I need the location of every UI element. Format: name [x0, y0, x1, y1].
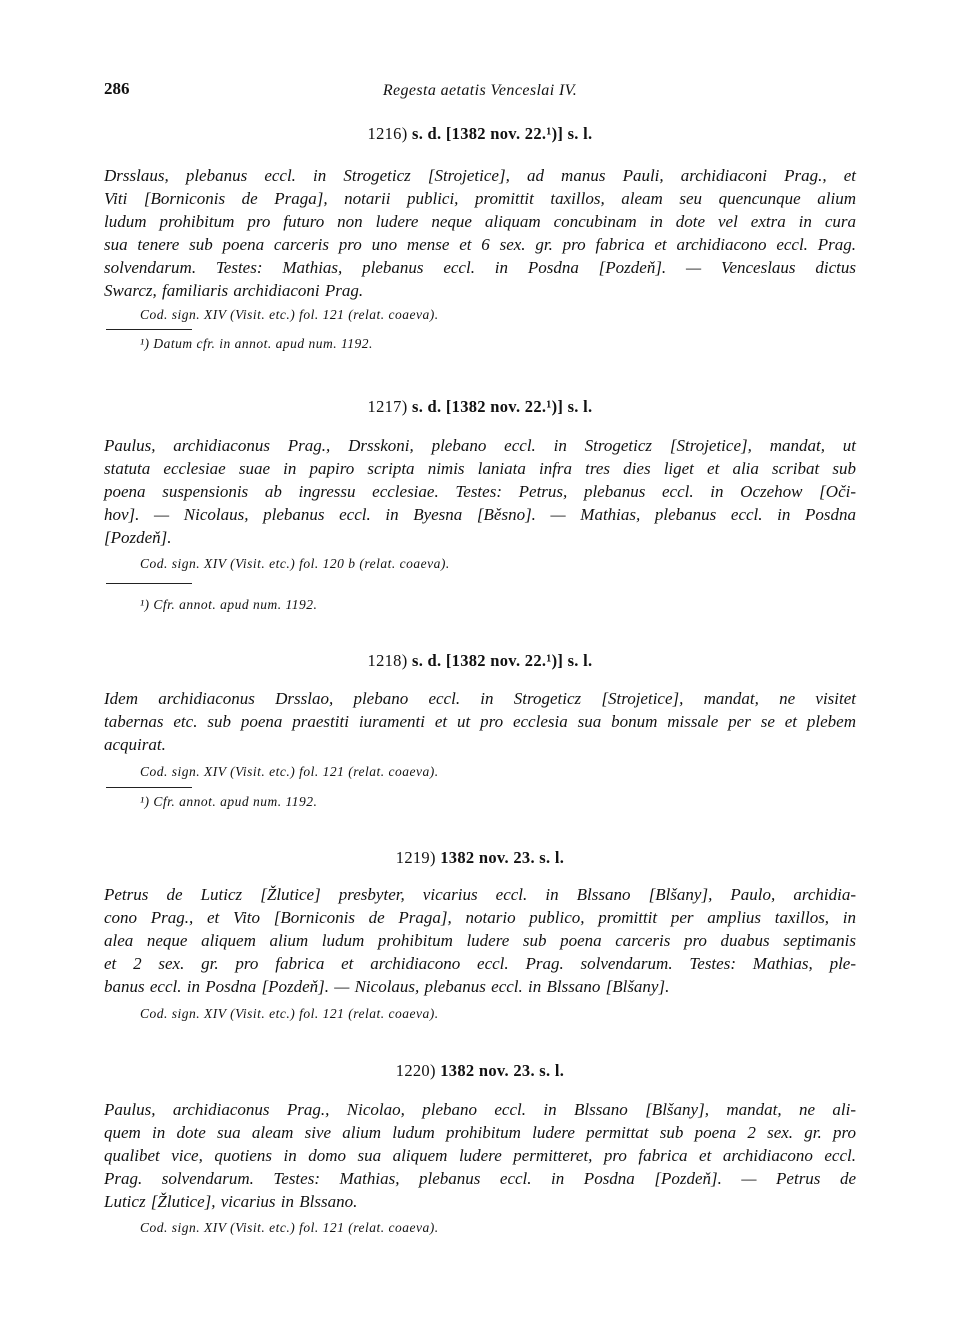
entry-number: 1217)	[367, 397, 408, 416]
footnote: ¹) Datum cfr. in annot. apud num. 1192.	[140, 336, 373, 351]
text-line: hov]. — Nicolaus, plebanus eccl. in Byesna [Běsno]. — Mathias, plebanus eccl. in Posdna	[104, 505, 856, 524]
text-line: solvendarum. Testes: Mathias, plebanus eccl. in Posdna [Pozdeň]. — Venceslaus dictus	[104, 258, 856, 277]
text-line: statuta ecclesiae suae in papiro scripta nimis laniata infra tres dies liget et alia scribat sub	[104, 459, 856, 478]
footnote-rule	[106, 583, 192, 584]
entry-text-1218	[104, 687, 856, 756]
entry-number: 1220)	[395, 1061, 436, 1080]
text-line: Petrus de Luticz [Žlutice] presbyter, vicarius eccl. in Blssano [Blšany], Paulo, archidia-	[104, 885, 856, 904]
page-number: 286	[104, 79, 130, 98]
footnote: ¹) Cfr. annot. apud num. 1192.	[140, 794, 318, 809]
text-line: cono Prag., et Vito [Borniconis de Praga], notario publico, promittit per amplius taxillos, in	[104, 908, 856, 927]
source-citation: Cod. sign. XIV (Visit. etc.) fol. 121 (relat. coaeva).	[140, 307, 439, 322]
text-line: et 2 sex. gr. pro fabrica et archidiacono eccl. Prag. solvendarum. Testes: Mathias, ple-	[104, 954, 856, 973]
entry-heading-1216	[0, 124, 960, 144]
footnote-rule	[106, 329, 192, 330]
source-citation: Cod. sign. XIV (Visit. etc.) fol. 120 b (relat. coaeva).	[140, 556, 450, 571]
entry-heading-1217	[0, 397, 960, 417]
text-line: Swarcz, familiaris archidiaconi Prag.	[104, 281, 364, 300]
text-line: Paulus, archidiaconus Prag., Nicolao, plebano eccl. in Blssano [Blšany], mandat, ne ali-	[104, 1100, 856, 1119]
entry-date: s. d. [1382 nov. 22.¹)] s. l.	[411, 651, 593, 670]
text-line: Idem archidiaconus Drsslao, plebano eccl. in Strogeticz [Strojetice], mandat, ne visitet	[104, 689, 856, 708]
entry-date: 1382 nov. 23. s. l.	[440, 1061, 565, 1080]
source-citation: Cod. sign. XIV (Visit. etc.) fol. 121 (relat. coaeva).	[140, 1006, 439, 1021]
text-line: Prag. solvendarum. Testes: Mathias, plebanus eccl. in Posdna [Pozdeň]. — Petrus de	[104, 1169, 856, 1188]
entry-heading-1220	[0, 1061, 960, 1081]
entry-number: 1216)	[367, 124, 408, 143]
entry-text-1217	[104, 434, 856, 549]
text-line: poena suspensionis ab ingressu ecclesiae. Testes: Petrus, plebanus eccl. in Oczehow [Oči-	[104, 482, 856, 501]
entry-text-1219	[104, 883, 856, 998]
text-line: tabernas etc. sub poena praestiti iuramenti et ut pro ecclesia sua bonum missale per se et plebem	[104, 712, 856, 731]
entry-date: s. d. [1382 nov. 22.¹)] s. l.	[411, 397, 593, 416]
text-line: ludum prohibitum pro futuro non ludere neque aliquam concubinam in dote vel extra in cura	[104, 212, 856, 231]
entry-heading-1218	[0, 651, 960, 671]
text-line: Viti [Borniconis de Praga], notarii publici, promittit taxillos, aleam seu quencunque alium	[104, 189, 856, 208]
text-line: banus eccl. in Posdna [Pozdeň]. — Nicolaus, plebanus eccl. in Blssano [Blšany].	[104, 977, 670, 996]
footnote: ¹) Cfr. annot. apud num. 1192.	[140, 597, 318, 612]
text-line: Paulus, archidiaconus Prag., Drsskoni, plebano eccl. in Strogeticz [Strojetice], mandat, ut	[104, 436, 856, 455]
text-line: quem in dote sua aleam sive alium ludum prohibitum ludere permittat sub poena 2 sex. gr. pro	[104, 1123, 856, 1142]
text-line: alea neque aliquem alium ludum prohibitum ludere sub poena carceris pro duabus septimanis	[104, 931, 856, 950]
text-line: [Pozdeň].	[104, 528, 172, 547]
entry-heading-1219	[0, 848, 960, 868]
text-line: qualibet vice, quotiens in domo sua aliquem ludere permitteret, pro fabrica et archidiacono eccl.	[104, 1146, 856, 1165]
text-line: Luticz [Žlutice], vicarius in Blssano.	[104, 1192, 358, 1211]
entry-number: 1218)	[367, 651, 408, 670]
source-citation: Cod. sign. XIV (Visit. etc.) fol. 121 (relat. coaeva).	[140, 764, 439, 779]
text-line: sua tenere sub poena carceris pro uno mense et 6 sex. gr. pro fabrica et archidiacono eccl. Prag.	[104, 235, 856, 254]
running-title: Regesta aetatis Venceslai IV.	[382, 82, 578, 99]
entry-date: s. d. [1382 nov. 22.¹)] s. l.	[411, 124, 593, 143]
text-line: acquirat.	[104, 735, 166, 754]
entry-date: 1382 nov. 23. s. l.	[440, 848, 565, 867]
text-line: Drsslaus, plebanus eccl. in Strogeticz [Strojetice], ad manus Pauli, archidiaconi Prag., et	[104, 166, 856, 185]
entry-text-1220	[104, 1098, 856, 1213]
source-citation: Cod. sign. XIV (Visit. etc.) fol. 121 (relat. coaeva).	[140, 1220, 439, 1235]
entry-text-1216	[104, 164, 856, 302]
footnote-rule	[106, 787, 192, 788]
entry-number: 1219)	[395, 848, 436, 867]
